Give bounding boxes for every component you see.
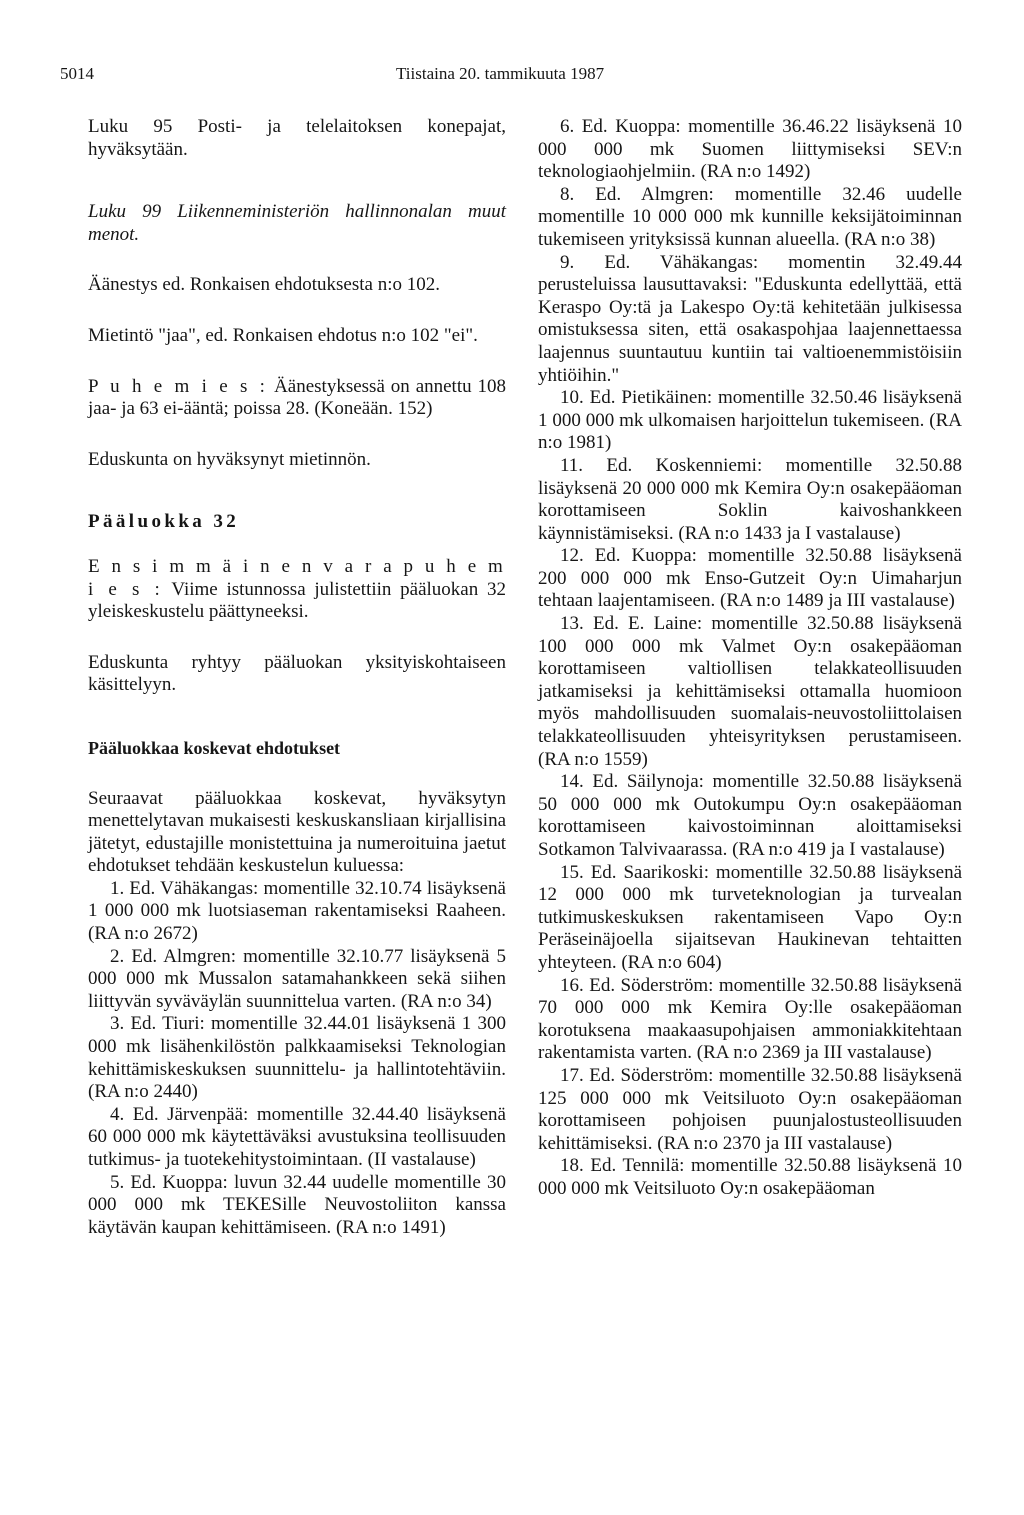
proceeds-paragraph: Eduskunta ryhtyy pääluokan yksityiskohtaiseen käsittelyyn. (88, 651, 506, 696)
proposal-item: 2. Ed. Almgren: momentille 32.10.77 lisäyksenä 5 000 000 mk Mussalon satamahankkeen sekä siihen liittyvän syväväylän suunnittelua varten. (RA n:o 34) (88, 945, 506, 1012)
page-number: 5014 (60, 64, 94, 83)
proposal-item: 13. Ed. E. Laine: momentille 32.50.88 lisäyksenä 100 000 000 mk Valmet Oy:n osakepääoman korottamiseen valtiollisen telakkateollisuuden jatkamiseksi ja kehittämiseksi ottamalla huomioon myös mahdollisuuden suomalais-neuvostoliittolaisen telakkateollisuuden yhteisyrityksen perustamiseen. (RA n:o 1559) (538, 613, 962, 770)
left-column (88, 116, 506, 1239)
right-column (538, 116, 962, 1201)
proposal-item: 6. Ed. Kuoppa: momentille 36.46.22 lisäyksenä 10 000 000 mk Suomen liittymiseksi SEV:n teknologiaohjelmiin. (RA n:o 1492) (538, 116, 962, 183)
proposal-item: 11. Ed. Koskenniemi: momentille 32.50.88 lisäyksenä 20 000 000 mk Kemira Oy:n osakepääoman korottamiseen Soklin kaivoshankkeen käynnistämiseksi. (RA n:o 1433 ja I vastalause) (538, 454, 962, 544)
vote-options-paragraph: Mietintö "jaa", ed. Ronkaisen ehdotus n:o 102 "ei". (88, 324, 478, 346)
proposal-item: 15. Ed. Saarikoski: momentille 32.50.88 lisäyksenä 12 000 000 mk turveteknologian ja turvealan tutkimuskeskuksen rakentamiseen Vapo Oy:n Peräseinäjoella sijaitsevan Haukinevan tehtaitten yhteyteen. (RA n:o 604) (538, 861, 962, 973)
chair-statement (88, 376, 506, 421)
deputy-speaker-label: E n s i m m ä i n e n v a r a p u h e m i e s : (88, 555, 506, 600)
deputy-statement-text: Viime istunnossa julistettiin pääluokan 32 yleiskeskustelu päättyneeksi. (88, 578, 506, 623)
speaker-label: P u h e m i e s : (88, 375, 269, 397)
proposal-item: 18. Ed. Tennilä: momentille 32.50.88 lisäyksenä 10 000 000 mk Veitsiluoto Oy:n osakepääoman (538, 1155, 962, 1199)
proposal-item: 14. Ed. Säilynoja: momentille 32.50.88 lisäyksenä 50 000 000 mk Outokumpu Oy:n osakepääoman korottamiseen kaivostoiminnan aloittamiseksi Sotkamon Talvivaarassa. (RA n:o 419 ja I vastalause) (538, 771, 962, 860)
chapter-99-heading: Luku 99 Liikenneministeriön hallinnonalan muut menot. (88, 201, 506, 245)
proposal-item: 16. Ed. Söderström: momentille 32.50.88 lisäyksenä 70 000 000 mk Kemira Oy:lle osakepääoman korotuksena maakaasupohjaisen ammoniakkitehtaan rakentamista varten. (RA n:o 2369 ja III vastalause) (538, 974, 962, 1064)
main-class-heading: Pääluokka 32 (88, 511, 240, 533)
proposal-item: 8. Ed. Almgren: momentille 32.46 uudelle momentille 10 000 000 mk kunnille keksijätoiminnan tukemiseen yrityksissä kunnan alueella. (RA n:o 38) (538, 183, 962, 250)
proposal-item: 3. Ed. Tiuri: momentille 32.44.01 lisäyksenä 1 300 000 mk lisähenkilöstön palkkaamiseksi Teknologian kehittämiskeskuksen suunnittelu- ja hallintotehtäviin. (RA n:o 2440) (88, 1013, 506, 1103)
deputy-speaker-statement (88, 556, 506, 624)
vote-paragraph: Äänestys ed. Ronkaisen ehdotuksesta n:o 102. (88, 274, 440, 296)
proposals-heading: Pääluokkaa koskevat ehdotukset (88, 737, 341, 758)
proposal-item: 9. Ed. Vähäkangas: momentin 32.49.44 perusteluissa lausuttavaksi: "Eduskunta edellyttää, että Keraspo Oy:tä ja Lakespo Oy:tä kehitetään julkisessa omistuksessa siten, että osakaspohjaa laajennettaessa laajennus suuntautuu kuntiin tai valtioenemmistöisiin yhtiöihin." (538, 251, 962, 386)
proposal-item: 10. Ed. Pietikäinen: momentille 32.50.46 lisäyksenä 1 000 000 mk ulkomaisen harjoittelun tukemiseen. (RA n:o 1981) (538, 387, 962, 454)
chapter-95-text: Luku 95 Posti- ja telelaitoksen konepajat, hyväksytään. (88, 116, 506, 160)
approval-paragraph: Eduskunta on hyväksynyt mietinnön. (88, 448, 371, 470)
chair-statement-text: Äänestyksessä on annettu 108 jaa- ja 63 ei-ääntä; poissa 28. (Koneään. 152) (88, 375, 507, 420)
proposals-intro: Seuraavat pääluokkaa koskevat, hyväksytyn menettelytavan mukaisesti keskuskansliaan kirjallisina jätetyt, edustajille monistettuina ja numeroituina jaetut ehdotukset tehdään keskustelun kuluessa: (88, 787, 506, 877)
proposal-item: 4. Ed. Järvenpää: momentille 32.44.40 lisäyksenä 60 000 000 mk käytettäväksi avustuksina teollisuuden tutkimus- ja tuotekehitystoimintaan. (II vastalause) (88, 1103, 506, 1170)
running-head: Tiistaina 20. tammikuuta 1987 (396, 64, 605, 83)
proposal-item: 17. Ed. Söderström: momentille 32.50.88 lisäyksenä 125 000 000 mk Veitsiluoto Oy:n osakepääoman korottamiseen pohjoisen puunjalostusteollisuuden kehittämiseksi. (RA n:o 2370 ja III vastalause) (538, 1064, 962, 1154)
proposal-item: 12. Ed. Kuoppa: momentille 32.50.88 lisäyksenä 200 000 000 mk Enso-Gutzeit Oy:n Uimaharjun tehtaan laajentamiseen. (RA n:o 1489 ja III vastalause) (538, 545, 962, 612)
proposal-item: 5. Ed. Kuoppa: luvun 32.44 uudelle momentille 30 000 000 mk TEKESille Neuvostoliiton kanssa käytävän kaupan kehittämiseen. (RA n:o 1491) (88, 1171, 506, 1238)
proposal-item: 1. Ed. Vähäkangas: momentille 32.10.74 lisäyksenä 1 000 000 mk luotsiaseman rakentamiseksi Raaheen. (RA n:o 2672) (88, 877, 506, 945)
